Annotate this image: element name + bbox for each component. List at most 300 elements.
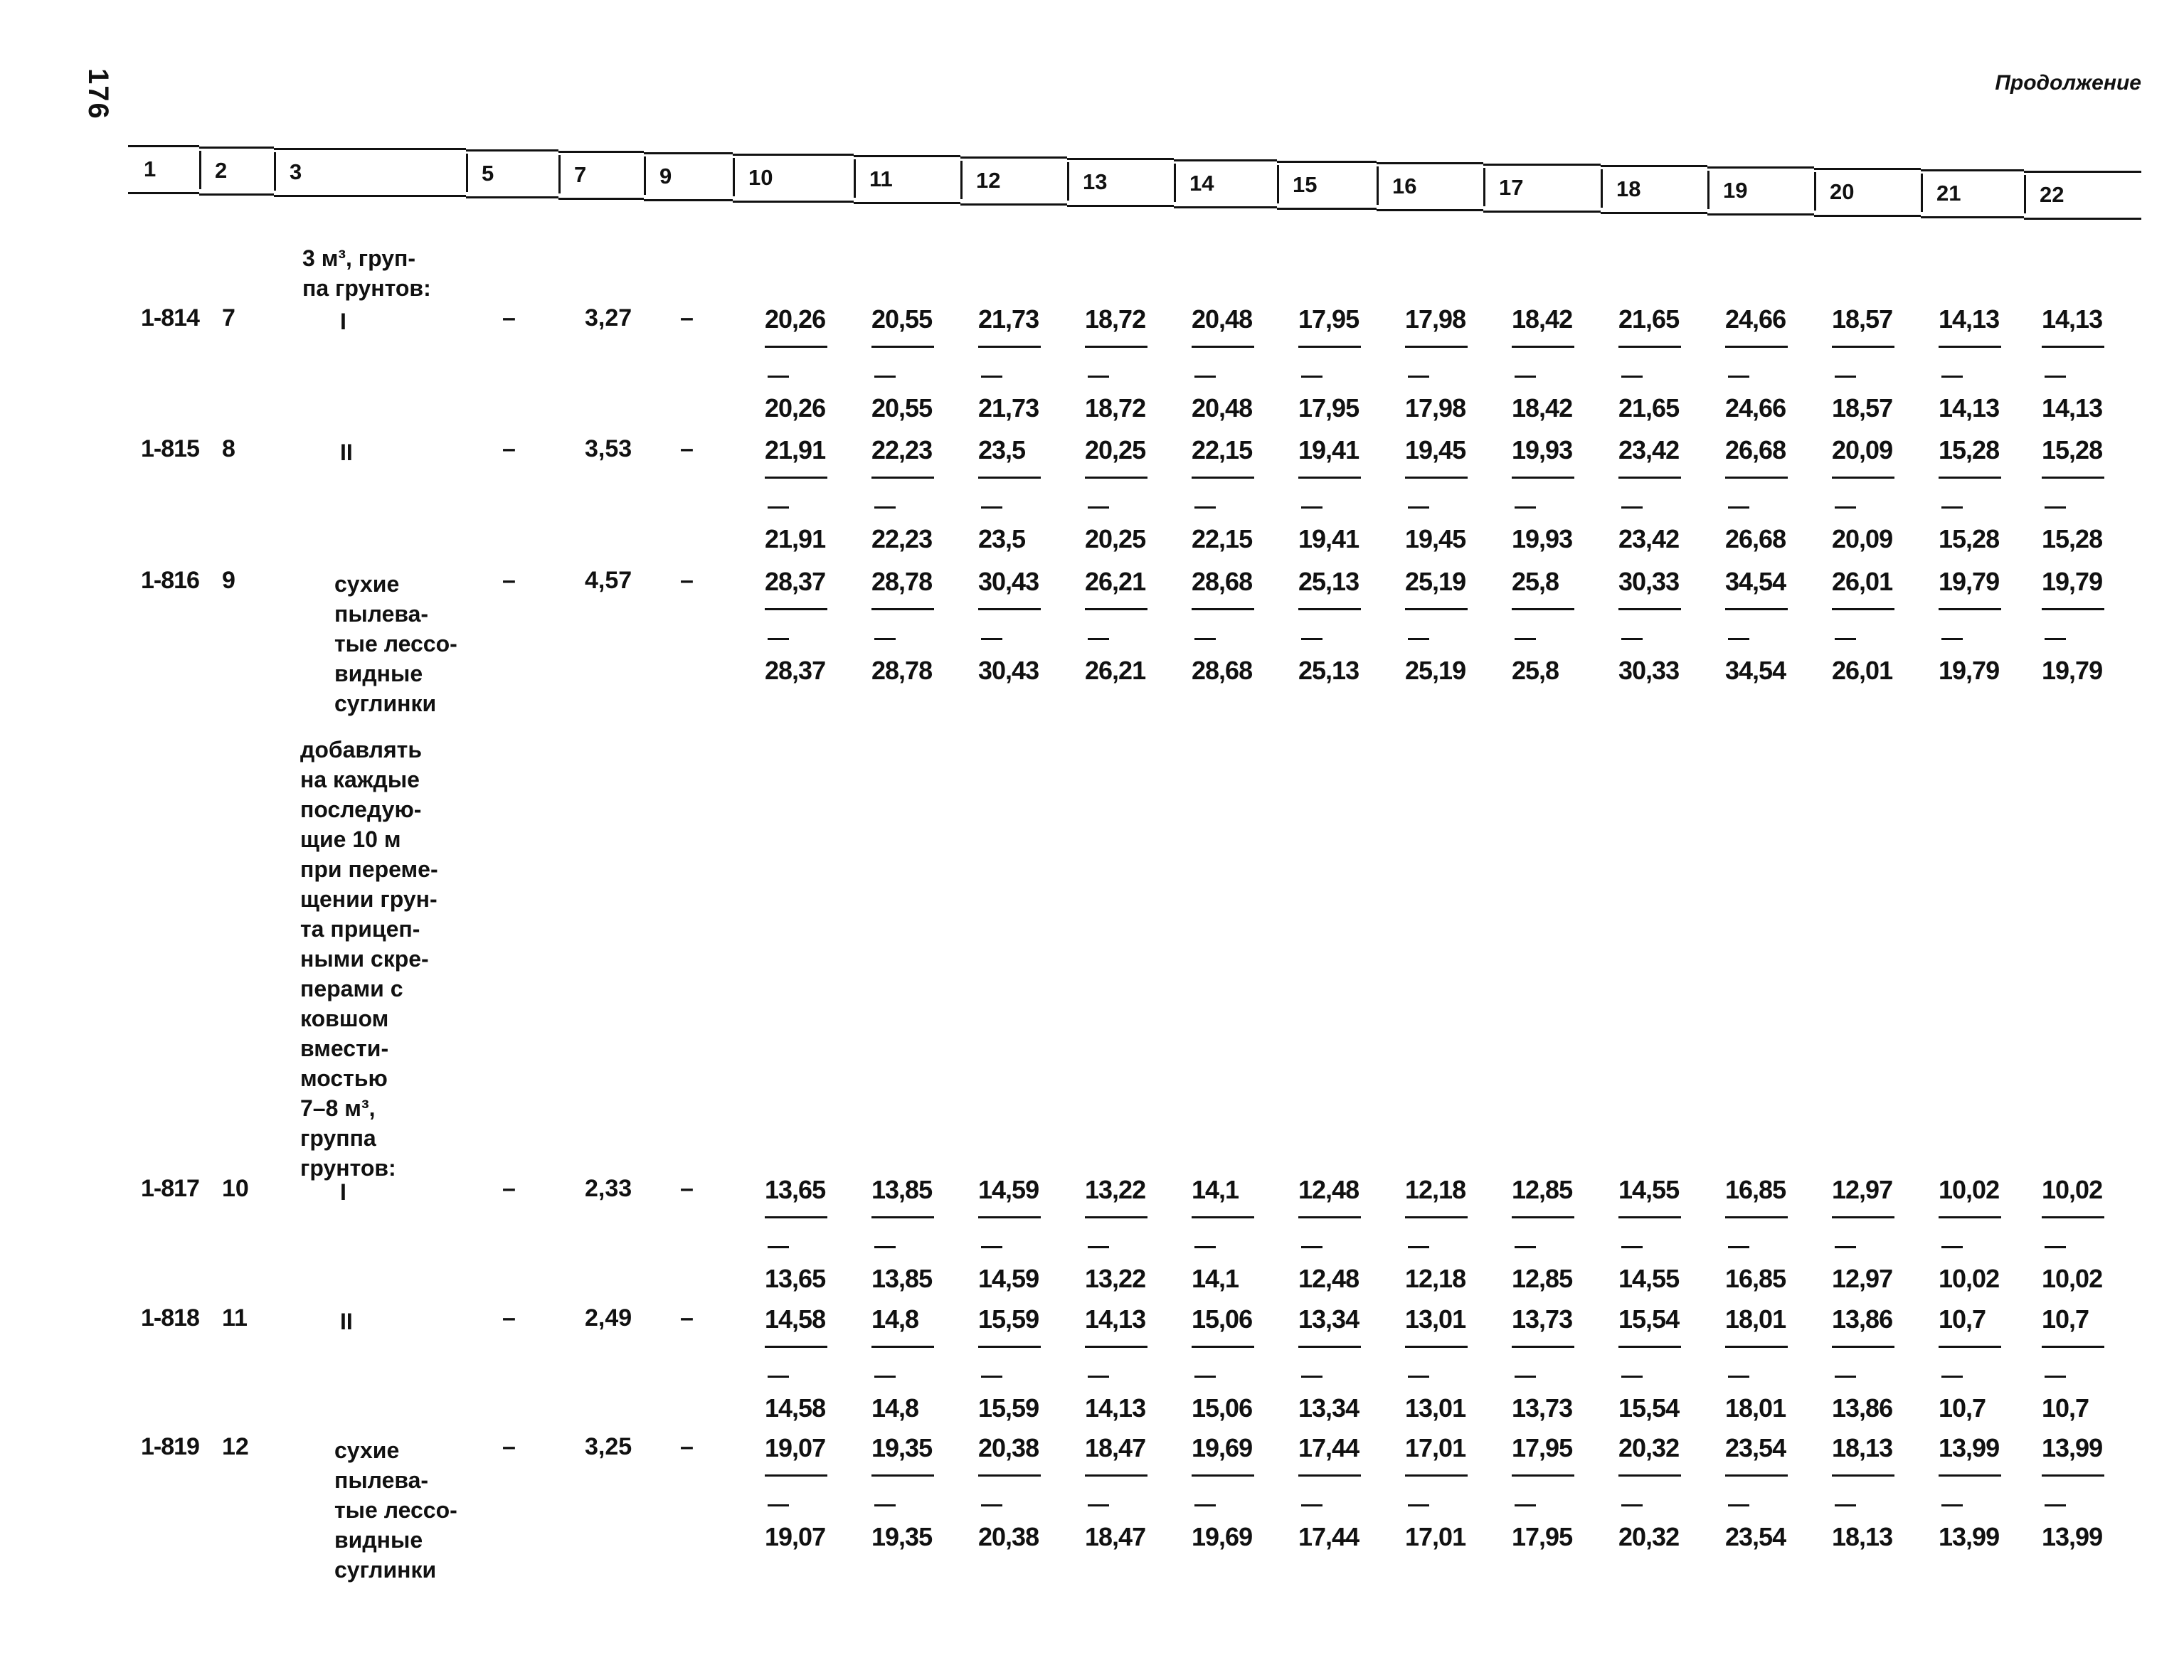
cell-denominator: 15,28 [2042, 524, 2103, 553]
cell-numerator: 19,07 [765, 1433, 826, 1462]
cell-denominator: 13,65 [765, 1264, 826, 1293]
fraction-line [1298, 1216, 1361, 1218]
cell-numerator: 18,47 [1085, 1433, 1146, 1462]
cell-denominator: 24,66 [1725, 393, 1786, 422]
fraction-line [1618, 1346, 1681, 1348]
header-cell: 12 [976, 168, 1001, 193]
header-separator [1921, 174, 1923, 212]
header-separator [1601, 169, 1603, 208]
cell-denominator: 13,99 [1939, 1522, 2000, 1551]
row-code: 1-814 [141, 304, 199, 331]
header-separator [1277, 165, 1279, 203]
dash-mark [874, 376, 896, 378]
fraction-line [1298, 608, 1361, 610]
col9-value: – [680, 1175, 694, 1202]
fraction-line [1725, 1346, 1788, 1348]
dash-mark [1835, 506, 1856, 509]
cell-denominator: 13,73 [1512, 1393, 1573, 1423]
header-cell: 13 [1083, 169, 1108, 194]
fraction-line [2042, 1216, 2104, 1218]
cell-numerator: 21,73 [978, 304, 1039, 334]
header-rule-top [199, 147, 274, 149]
cell-numerator: 19,69 [1192, 1433, 1253, 1462]
fraction-line [1512, 608, 1574, 610]
dash-mark [1408, 1504, 1429, 1506]
col9-value: – [680, 567, 694, 594]
fraction-line [1405, 608, 1468, 610]
dash-mark [2045, 638, 2066, 640]
header-cell: 1 [144, 156, 157, 181]
cell-numerator: 15,54 [1618, 1304, 1680, 1334]
header-rule-top [1707, 166, 1814, 169]
cell-numerator: 10,7 [2042, 1304, 2089, 1334]
cell-numerator: 14,1 [1192, 1175, 1239, 1204]
fraction-line [1618, 608, 1681, 610]
dash-mark [1515, 506, 1536, 509]
header-rule-top [1377, 162, 1483, 164]
cell-numerator: 13,99 [1939, 1433, 2000, 1462]
dash-mark [768, 1246, 789, 1248]
cell-denominator: 23,42 [1618, 524, 1680, 553]
header-cell: 22 [2040, 182, 2064, 207]
cell-numerator: 18,13 [1832, 1433, 1893, 1462]
cell-denominator: 17,01 [1405, 1522, 1466, 1551]
cell-denominator: 25,8 [1512, 656, 1559, 685]
cell-denominator: 14,13 [1085, 1393, 1146, 1423]
col5-value: – [502, 567, 516, 594]
dash-mark [1835, 1246, 1856, 1248]
header-separator [1377, 166, 1379, 205]
cell-denominator: 14,55 [1618, 1264, 1680, 1293]
cell-denominator: 15,59 [978, 1393, 1039, 1423]
dash-mark [1728, 506, 1749, 509]
header-separator [960, 161, 963, 199]
cell-numerator: 23,5 [978, 435, 1026, 464]
dash-mark [1088, 638, 1109, 640]
cell-numerator: 20,55 [871, 304, 933, 334]
dash-mark [1515, 1376, 1536, 1378]
fraction-line [2042, 608, 2104, 610]
cell-denominator: 21,65 [1618, 393, 1680, 422]
cell-numerator: 19,41 [1298, 435, 1359, 464]
fraction-line [1618, 346, 1681, 348]
fraction-line [1298, 1474, 1361, 1477]
dash-mark [1728, 1376, 1749, 1378]
cell-numerator: 28,78 [871, 567, 933, 596]
cell-numerator: 20,25 [1085, 435, 1146, 464]
fraction-line [1832, 1346, 1894, 1348]
row-description: I [340, 1179, 346, 1205]
cell-denominator: 15,54 [1618, 1393, 1680, 1423]
cell-denominator: 22,15 [1192, 524, 1253, 553]
dash-mark [1088, 1376, 1109, 1378]
header-cell: 3 [290, 159, 302, 184]
cell-denominator: 19,79 [2042, 656, 2103, 685]
fraction-line [2042, 1346, 2104, 1348]
dash-mark [1194, 376, 1216, 378]
cell-numerator: 12,48 [1298, 1175, 1359, 1204]
cell-denominator: 12,85 [1512, 1264, 1573, 1293]
dash-mark [1941, 1504, 1963, 1506]
fraction-line [1405, 1474, 1468, 1477]
fraction-line [1618, 1474, 1681, 1477]
fraction-line [1832, 1216, 1894, 1218]
fraction-line [1192, 1216, 1254, 1218]
fraction-line [1085, 1346, 1147, 1348]
fraction-line [1512, 346, 1574, 348]
dash-mark [1408, 638, 1429, 640]
row-description: сухие пылева- тые лессо- видные суглинки [334, 571, 457, 716]
fraction-line [1512, 1216, 1574, 1218]
dash-mark [874, 506, 896, 509]
fraction-line [978, 1346, 1041, 1348]
fraction-line [871, 1216, 934, 1218]
fraction-line [1939, 1474, 2001, 1477]
col5-value: – [502, 435, 516, 462]
header-rule-bottom [274, 195, 466, 197]
col5-value: – [502, 1433, 516, 1460]
dash-mark [1194, 638, 1216, 640]
dash-mark [1301, 1246, 1322, 1248]
cell-denominator: 20,09 [1832, 524, 1893, 553]
dash-mark [1088, 1504, 1109, 1506]
cell-denominator: 20,55 [871, 393, 933, 422]
cell-numerator: 26,01 [1832, 567, 1893, 596]
cell-numerator: 17,95 [1298, 304, 1359, 334]
cell-numerator: 14,13 [2042, 304, 2103, 334]
cell-denominator: 14,8 [871, 1393, 919, 1423]
page-number: 176 [83, 68, 114, 120]
fraction-line [1725, 608, 1788, 610]
cell-numerator: 14,58 [765, 1304, 826, 1334]
cell-denominator: 15,06 [1192, 1393, 1253, 1423]
cell-numerator: 25,13 [1298, 567, 1359, 596]
row-description: сухие пылева- тые лессо- видные суглинки [334, 1437, 457, 1583]
header-rule-top [733, 154, 854, 156]
cell-numerator: 23,42 [1618, 435, 1680, 464]
cell-denominator: 26,68 [1725, 524, 1786, 553]
row-number: 10 [222, 1175, 249, 1202]
dash-mark [1515, 1504, 1536, 1506]
cell-numerator: 13,01 [1405, 1304, 1466, 1334]
cell-denominator: 18,13 [1832, 1522, 1893, 1551]
header-separator [199, 151, 201, 189]
fraction-line [1298, 1346, 1361, 1348]
dash-mark [1835, 376, 1856, 378]
col9-value: – [680, 435, 694, 462]
header-rule-top [558, 151, 644, 153]
cell-numerator: 26,68 [1725, 435, 1786, 464]
cell-denominator: 23,54 [1725, 1522, 1786, 1551]
cell-numerator: 17,95 [1512, 1433, 1573, 1462]
dash-mark [981, 1376, 1002, 1378]
row-number: 11 [222, 1304, 248, 1331]
cell-denominator: 25,13 [1298, 656, 1359, 685]
fraction-line [978, 477, 1041, 479]
fraction-line [871, 1474, 934, 1477]
dash-mark [981, 1504, 1002, 1506]
cell-numerator: 18,57 [1832, 304, 1893, 334]
header-separator [733, 158, 735, 196]
dash-mark [1621, 638, 1643, 640]
header-separator [1483, 168, 1485, 206]
header-separator [1067, 162, 1069, 201]
cell-denominator: 13,01 [1405, 1393, 1466, 1423]
fraction-line [1192, 608, 1254, 610]
fraction-line [978, 1474, 1041, 1477]
dash-mark [2045, 506, 2066, 509]
cell-numerator: 15,28 [1939, 435, 2000, 464]
header-rule-top [128, 145, 199, 147]
fraction-line [1192, 1474, 1254, 1477]
cell-denominator: 18,57 [1832, 393, 1893, 422]
header-separator [1814, 172, 1816, 211]
dash-mark [1515, 376, 1536, 378]
header-cell: 17 [1499, 175, 1524, 200]
fraction-line [1939, 608, 2001, 610]
fraction-line [978, 608, 1041, 610]
dash-mark [768, 376, 789, 378]
col7-value: 3,27 [585, 304, 632, 331]
cell-denominator: 13,85 [871, 1264, 933, 1293]
cell-denominator: 22,23 [871, 524, 933, 553]
fraction-line [1405, 1216, 1468, 1218]
cell-numerator: 17,44 [1298, 1433, 1359, 1462]
dash-mark [1941, 376, 1963, 378]
fraction-line [1298, 346, 1361, 348]
header-cell: 15 [1293, 172, 1318, 197]
fraction-line [1618, 477, 1681, 479]
header-cell: 16 [1392, 174, 1417, 198]
header-rule-top [466, 149, 558, 151]
cell-denominator: 23,5 [978, 524, 1026, 553]
fraction-line [1192, 346, 1254, 348]
fraction-line [1405, 1346, 1468, 1348]
cell-numerator: 22,23 [871, 435, 933, 464]
cell-denominator: 14,1 [1192, 1264, 1239, 1293]
dash-mark [1835, 638, 1856, 640]
cell-numerator: 26,21 [1085, 567, 1146, 596]
cell-numerator: 25,19 [1405, 567, 1466, 596]
row-code: 1-819 [141, 1433, 199, 1460]
cell-numerator: 24,66 [1725, 304, 1786, 334]
fraction-line [1512, 477, 1574, 479]
dash-mark [981, 1246, 1002, 1248]
dash-mark [1621, 1504, 1643, 1506]
cell-numerator: 20,26 [765, 304, 826, 334]
cell-numerator: 16,85 [1725, 1175, 1786, 1204]
dash-mark [2045, 1504, 2066, 1506]
dash-mark [1088, 376, 1109, 378]
col9-value: – [680, 1433, 694, 1460]
header-rule-top [960, 156, 1067, 159]
fraction-line [1192, 477, 1254, 479]
continuation-label: Продолжение [1995, 71, 2141, 95]
cell-denominator: 21,91 [765, 524, 826, 553]
dash-mark [768, 1376, 789, 1378]
cell-denominator: 12,48 [1298, 1264, 1359, 1293]
dash-mark [874, 1504, 896, 1506]
cell-numerator: 14,13 [1085, 1304, 1146, 1334]
cell-denominator: 19,93 [1512, 524, 1573, 553]
cell-denominator: 18,47 [1085, 1522, 1146, 1551]
cell-denominator: 26,21 [1085, 656, 1146, 685]
cell-denominator: 20,26 [765, 393, 826, 422]
header-cell: 14 [1189, 171, 1214, 196]
dash-mark [1408, 506, 1429, 509]
fraction-line [765, 1474, 827, 1477]
cell-numerator: 15,06 [1192, 1304, 1253, 1334]
cell-denominator: 28,68 [1192, 656, 1253, 685]
cell-denominator: 21,73 [978, 393, 1039, 422]
header-separator [466, 154, 468, 192]
fraction-line [765, 1346, 827, 1348]
header-cell: 11 [869, 166, 893, 191]
dash-mark [1194, 1376, 1216, 1378]
row-description: I [340, 309, 346, 334]
cell-numerator: 21,65 [1618, 304, 1680, 334]
cell-numerator: 13,22 [1085, 1175, 1146, 1204]
cell-denominator: 14,13 [1939, 393, 2000, 422]
cell-denominator: 30,43 [978, 656, 1039, 685]
cell-numerator: 20,09 [1832, 435, 1893, 464]
dash-mark [1728, 1246, 1749, 1248]
cell-denominator: 18,01 [1725, 1393, 1786, 1423]
header-separator [644, 156, 646, 195]
cell-denominator: 20,48 [1192, 393, 1253, 422]
dash-mark [1408, 376, 1429, 378]
dash-mark [1941, 638, 1963, 640]
dash-mark [1301, 506, 1322, 509]
header-rule-top [1174, 159, 1277, 161]
cell-numerator: 19,45 [1405, 435, 1466, 464]
row-code: 1-818 [141, 1304, 199, 1331]
dash-mark [1301, 376, 1322, 378]
row-number: 9 [222, 567, 235, 594]
fraction-line [2042, 477, 2104, 479]
dash-mark [1621, 1376, 1643, 1378]
cell-numerator: 18,01 [1725, 1304, 1786, 1334]
fraction-line [1512, 1346, 1574, 1348]
cell-numerator: 13,34 [1298, 1304, 1359, 1334]
header-separator [854, 159, 856, 198]
header-cell: 18 [1616, 176, 1641, 201]
cell-denominator: 10,02 [2042, 1264, 2103, 1293]
cell-numerator: 10,02 [1939, 1175, 2000, 1204]
fraction-line [1405, 477, 1468, 479]
header-separator [2024, 175, 2026, 213]
fraction-line [765, 608, 827, 610]
fraction-line [871, 1346, 934, 1348]
dash-mark [2045, 376, 2066, 378]
dash-mark [1301, 1376, 1322, 1378]
cell-numerator: 30,43 [978, 567, 1039, 596]
fraction-line [1939, 346, 2001, 348]
cell-numerator: 14,59 [978, 1175, 1039, 1204]
fraction-line [1405, 346, 1468, 348]
dash-mark [1621, 1246, 1643, 1248]
cell-numerator: 10,02 [2042, 1175, 2103, 1204]
cell-denominator: 26,01 [1832, 656, 1893, 685]
dash-mark [1941, 506, 1963, 509]
cell-numerator: 21,91 [765, 435, 826, 464]
cell-numerator: 22,15 [1192, 435, 1253, 464]
cell-numerator: 30,33 [1618, 567, 1680, 596]
fraction-line [1832, 1474, 1894, 1477]
fraction-line [1939, 477, 2001, 479]
cell-numerator: 14,13 [1939, 304, 2000, 334]
fraction-line [1298, 477, 1361, 479]
cell-numerator: 18,42 [1512, 304, 1573, 334]
cell-numerator: 13,65 [765, 1175, 826, 1204]
cell-denominator: 10,7 [2042, 1393, 2089, 1423]
cell-numerator: 13,99 [2042, 1433, 2103, 1462]
header-rule-top [1921, 169, 2024, 171]
dash-mark [1194, 1504, 1216, 1506]
cell-denominator: 16,85 [1725, 1264, 1786, 1293]
dash-mark [1088, 506, 1109, 509]
cell-numerator: 13,86 [1832, 1304, 1893, 1334]
cell-numerator: 34,54 [1725, 567, 1786, 596]
cell-numerator: 19,79 [1939, 567, 2000, 596]
row-number: 7 [222, 304, 235, 331]
dash-mark [2045, 1246, 2066, 1248]
cell-denominator: 13,99 [2042, 1522, 2103, 1551]
row-description: II [340, 1309, 353, 1334]
fraction-line [871, 477, 934, 479]
fraction-line [978, 346, 1041, 348]
cell-numerator: 20,48 [1192, 304, 1253, 334]
dash-mark [2045, 1376, 2066, 1378]
col5-value: – [502, 1175, 516, 1202]
cell-denominator: 13,86 [1832, 1393, 1893, 1423]
cell-numerator: 23,54 [1725, 1433, 1786, 1462]
cell-denominator: 13,22 [1085, 1264, 1146, 1293]
fraction-line [1939, 1346, 2001, 1348]
header-rule-top [2024, 171, 2141, 173]
fraction-line [1725, 1474, 1788, 1477]
fraction-line [765, 1216, 827, 1218]
fraction-line [2042, 346, 2104, 348]
row-code: 1-816 [141, 567, 199, 594]
dash-mark [1408, 1246, 1429, 1248]
cell-numerator: 15,28 [2042, 435, 2103, 464]
col7-value: 3,25 [585, 1433, 632, 1460]
header-separator [1174, 164, 1176, 202]
fraction-line [1085, 346, 1147, 348]
fraction-line [1085, 1474, 1147, 1477]
header-cell: 21 [1936, 181, 1961, 206]
cell-denominator: 14,59 [978, 1264, 1039, 1293]
row-number: 8 [222, 435, 235, 462]
row-number: 12 [222, 1433, 249, 1460]
fraction-line [1085, 477, 1147, 479]
dash-mark [1301, 1504, 1322, 1506]
dash-mark [981, 506, 1002, 509]
cell-denominator: 13,34 [1298, 1393, 1359, 1423]
fraction-line [1939, 1216, 2001, 1218]
cell-numerator: 28,68 [1192, 567, 1253, 596]
dash-mark [1728, 1504, 1749, 1506]
dash-mark [874, 638, 896, 640]
dash-mark [1301, 638, 1322, 640]
dash-mark [768, 638, 789, 640]
fraction-line [1512, 1474, 1574, 1477]
cell-denominator: 34,54 [1725, 656, 1786, 685]
header-rule-top [274, 148, 466, 150]
header-rule-top [1814, 168, 1921, 170]
dash-mark [874, 1376, 896, 1378]
